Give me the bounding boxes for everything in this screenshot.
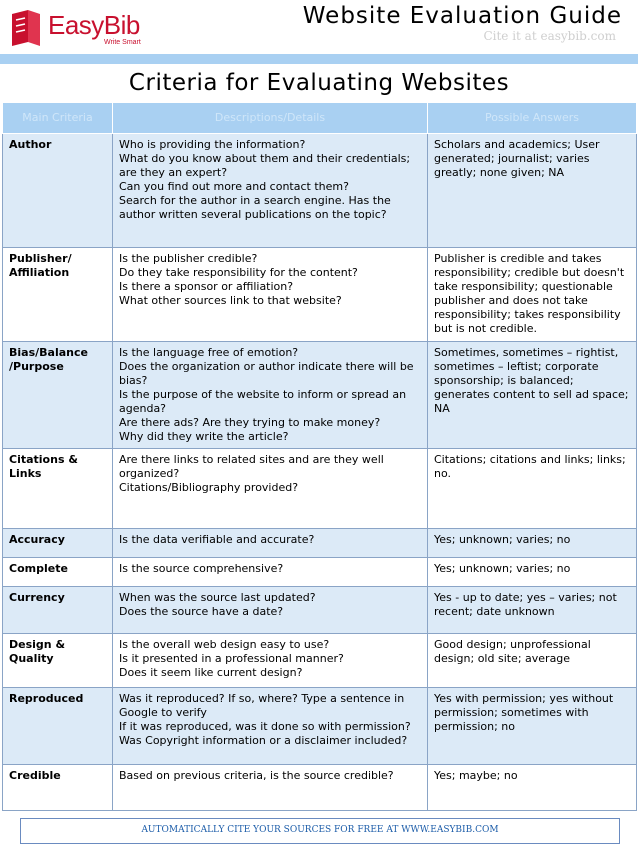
details-cell-line: Is the purpose of the website to inform or spread an agenda? — [119, 388, 407, 415]
answers-cell-line: Good design; unprofessional design; old site; average — [434, 638, 591, 665]
criteria-cell — [3, 134, 113, 248]
criteria-cell-line: Quality — [9, 652, 54, 665]
answers-cell — [428, 134, 637, 248]
logo-tagline: Write Smart — [104, 39, 141, 46]
details-cell-line: Is the source comprehensive? — [119, 562, 284, 575]
details-cell-line: Can you find out more and contact them? — [119, 180, 349, 193]
answers-cell-line: Publisher is credible and takes responsibility; credible but doesn't take responsibility; questionable publisher and does not take responsibility; takes responsibility but is not credible. — [434, 252, 625, 335]
book-logo-icon — [8, 8, 44, 48]
answers-cell — [428, 587, 637, 634]
criteria-cell — [3, 688, 113, 765]
details-cell-line: Was it reproduced? If so, where? Type a sentence in Google to verify — [119, 692, 405, 719]
answers-cell — [428, 558, 637, 587]
table-row — [3, 558, 637, 587]
answers-cell — [428, 765, 637, 811]
details-cell-line: Citations/Bibliography provided? — [119, 481, 299, 494]
guide-subtitle: Cite it at easybib.com — [483, 29, 616, 43]
details-cell-line: Is there a sponsor or affiliation? — [119, 280, 294, 293]
column-header: Descriptions/Details — [113, 103, 428, 134]
details-cell-line: Does it seem like current design? — [119, 666, 303, 679]
details-cell — [113, 248, 428, 342]
details-cell-line: If it was reproduced, was it done so with permission? Was Copyright information or a disclaimer included? — [119, 720, 411, 747]
table-row — [3, 587, 637, 634]
details-cell-line: Are there links to related sites and are they well organized? — [119, 453, 384, 480]
answers-cell — [428, 688, 637, 765]
table-row — [3, 342, 637, 449]
answers-cell — [428, 449, 637, 529]
criteria-cell — [3, 248, 113, 342]
details-cell-line: Do they take responsibility for the content? — [119, 266, 358, 279]
details-cell-line: Is the overall web design easy to use? — [119, 638, 330, 651]
table-row — [3, 134, 637, 248]
criteria-cell-line: Accuracy — [9, 533, 65, 546]
details-cell-line: When was the source last updated? — [119, 591, 316, 604]
details-cell — [113, 587, 428, 634]
table-header-row — [3, 103, 637, 134]
criteria-cell-line: Author — [9, 138, 52, 151]
details-cell-line: Is the language free of emotion? — [119, 346, 299, 359]
details-cell-line: Based on previous criteria, is the source credible? — [119, 769, 394, 782]
details-cell-line: What other sources link to that website? — [119, 294, 342, 307]
table-row — [3, 634, 637, 688]
details-cell-line: Why did they write the article? — [119, 430, 289, 443]
column-header: Possible Answers — [428, 103, 637, 134]
details-cell-line: Is the data verifiable and accurate? — [119, 533, 315, 546]
answers-cell-line: Yes; unknown; varies; no — [434, 533, 571, 546]
header — [0, 0, 638, 54]
criteria-cell — [3, 529, 113, 558]
table-row — [3, 449, 637, 529]
details-cell — [113, 342, 428, 449]
footer-banner[interactable] — [20, 818, 620, 844]
answers-cell-line: Yes - up to date; yes – varies; not recent; date unknown — [434, 591, 617, 618]
criteria-cell-line: Complete — [9, 562, 68, 575]
answers-cell-line: Sometimes, sometimes – rightist, sometimes – leftist; corporate sponsorship; is balanced; generates content to sell ad space; NA — [434, 346, 629, 415]
easybib-logo[interactable] — [8, 8, 168, 48]
criteria-cell-line: Credible — [9, 769, 61, 782]
details-cell — [113, 688, 428, 765]
criteria-cell — [3, 587, 113, 634]
details-cell-line: Does the organization or author indicate there will be bias? — [119, 360, 414, 387]
criteria-cell-line: Links — [9, 467, 42, 480]
details-cell — [113, 765, 428, 811]
column-header: Main Criteria — [3, 103, 113, 134]
answers-cell-line: Yes; unknown; varies; no — [434, 562, 571, 575]
answers-cell-line: Scholars and academics; User generated; journalist; varies greatly; none given; NA — [434, 138, 600, 179]
details-cell — [113, 134, 428, 248]
footer-text: AUTOMATICALLY CITE YOUR SOURCES FOR FREE AT WWW.EASYBIB.COM — [141, 825, 499, 835]
answers-cell — [428, 342, 637, 449]
criteria-cell-line: /Purpose — [9, 360, 64, 373]
criteria-table — [2, 102, 637, 811]
details-cell-line: Search for the author in a search engine. Has the author written several publications on the topic? — [119, 194, 391, 221]
details-cell — [113, 558, 428, 587]
criteria-cell-line: Bias/Balance — [9, 346, 88, 359]
criteria-cell — [3, 342, 113, 449]
header-band — [0, 54, 638, 64]
answers-cell-line: Citations; citations and links; links; no. — [434, 453, 626, 480]
criteria-cell — [3, 449, 113, 529]
details-cell-line: Is it presented in a professional manner? — [119, 652, 344, 665]
criteria-cell — [3, 634, 113, 688]
criteria-cell — [3, 765, 113, 811]
details-cell — [113, 634, 428, 688]
answers-cell — [428, 248, 637, 342]
criteria-cell-line: Publisher/ — [9, 252, 72, 265]
sheet-title: Criteria for Evaluating Websites — [128, 70, 510, 96]
details-cell-line: What do you know about them and their credentials; are they an expert? — [119, 152, 411, 179]
criteria-cell-line: Design & — [9, 638, 66, 651]
criteria-cell — [3, 558, 113, 587]
table-row — [3, 765, 637, 811]
criteria-cell-line: Reproduced — [9, 692, 84, 705]
criteria-cell-line: Currency — [9, 591, 65, 604]
table-row — [3, 688, 637, 765]
table-row — [3, 248, 637, 342]
logo-text: EasyBib — [48, 10, 140, 40]
answers-cell — [428, 634, 637, 688]
answers-cell-line: Yes; maybe; no — [434, 769, 518, 782]
guide-title: Website Evaluation Guide — [302, 3, 622, 29]
details-cell-line: Who is providing the information? — [119, 138, 306, 151]
criteria-cell-line: Citations & — [9, 453, 78, 466]
table-row — [3, 529, 637, 558]
details-cell — [113, 449, 428, 529]
details-cell-line: Is the publisher credible? — [119, 252, 258, 265]
answers-cell — [428, 529, 637, 558]
answers-cell-line: Yes with permission; yes without permission; sometimes with permission; no — [434, 692, 614, 733]
details-cell-line: Does the source have a date? — [119, 605, 284, 618]
details-cell-line: Are there ads? Are they trying to make money? — [119, 416, 381, 429]
details-cell — [113, 529, 428, 558]
criteria-cell-line: Affiliation — [9, 266, 70, 279]
